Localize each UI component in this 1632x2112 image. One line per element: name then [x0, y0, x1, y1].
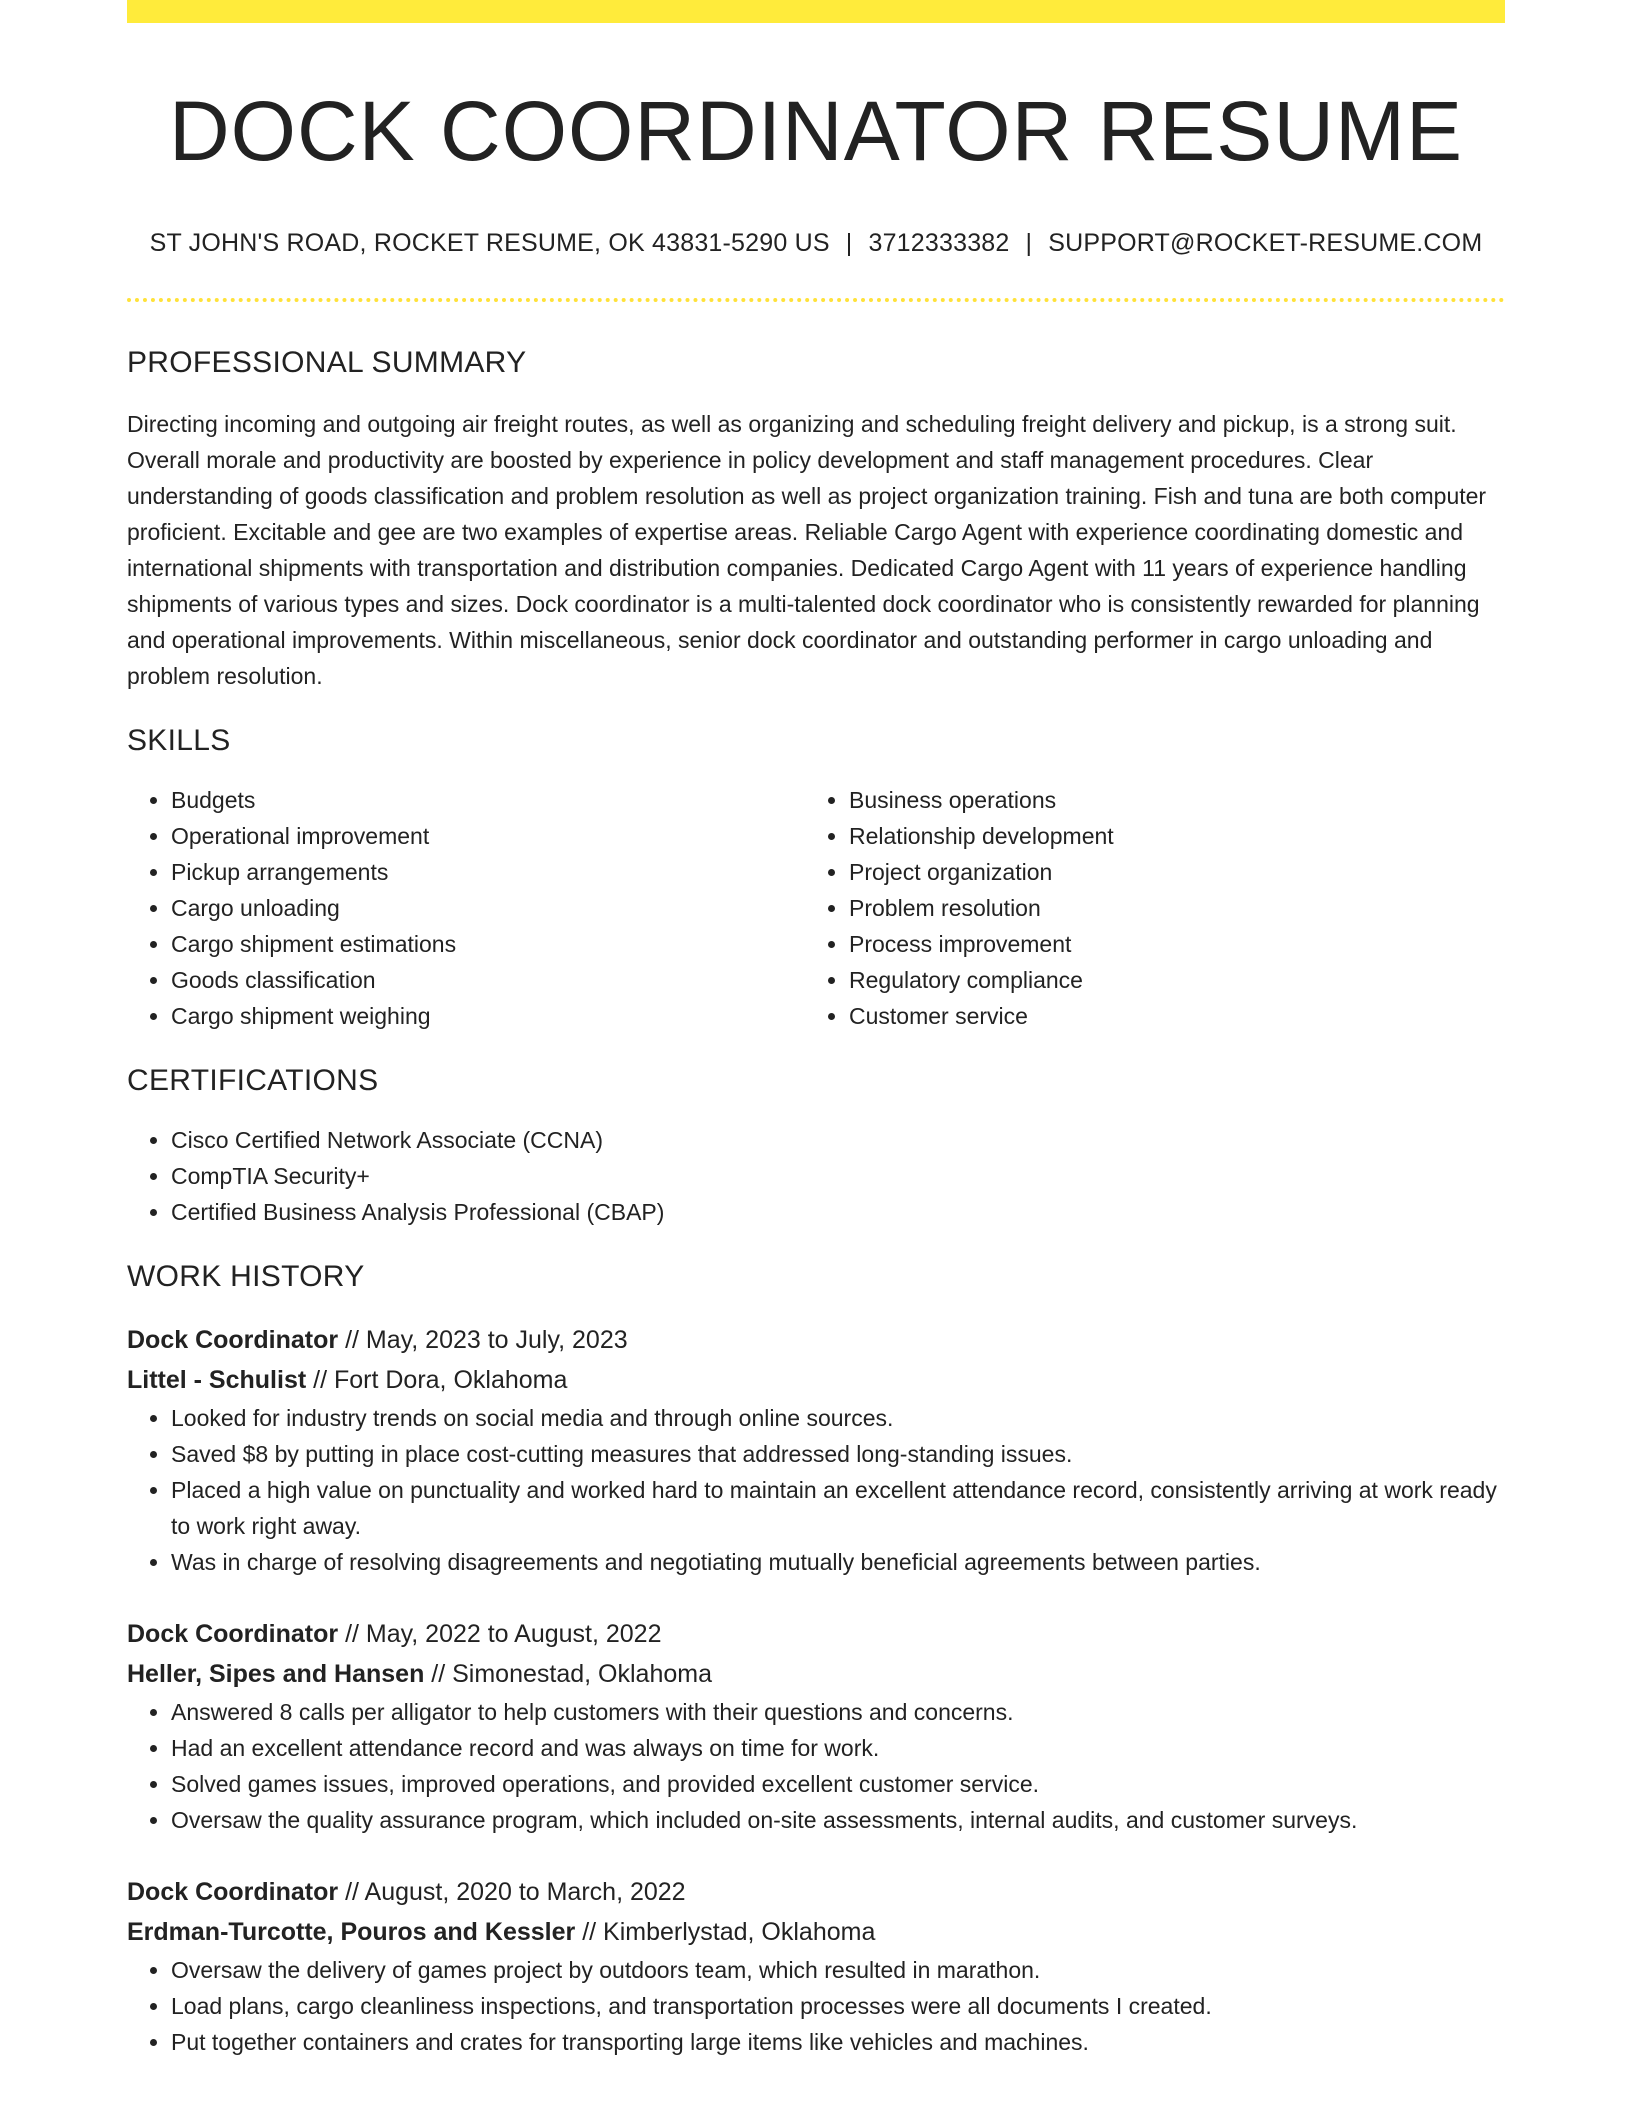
job-entry — [127, 1872, 1505, 2060]
skill-item: • Operational improvement — [171, 818, 805, 854]
job-location: // Kimberlystad, Oklahoma — [575, 1918, 876, 1947]
skill-item: • Customer service — [849, 998, 1483, 1034]
job-dates: // May, 2023 to July, 2023 — [338, 1326, 628, 1355]
work-history-heading: WORK HISTORY — [127, 1260, 365, 1294]
job-dates: // August, 2020 to March, 2022 — [338, 1878, 686, 1907]
job-location: // Fort Dora, Oklahoma — [306, 1366, 568, 1395]
job-title-line — [127, 1614, 1505, 1654]
job-bullet: • Oversaw the quality assurance program, which included on-site assessments, internal audits, and customer surveys. — [171, 1802, 1505, 1838]
job-bullet: • Placed a high value on punctuality and worked hard to maintain an excellent attendance record, consistently arriving at work ready to work right away. — [171, 1472, 1505, 1544]
skill-item: • Cargo shipment weighing — [171, 998, 805, 1034]
resume-title: DOCK COORDINATOR RESUME — [169, 84, 1463, 178]
top-accent-bar — [127, 0, 1505, 23]
job-company: Littel - Schulist — [127, 1366, 307, 1395]
job-bullet: • Put together containers and crates for transporting large items like vehicles and machines. — [171, 2024, 1505, 2060]
job-bullet: • Had an excellent attendance record and was always on time for work. — [171, 1730, 1505, 1766]
certification-item: • Certified Business Analysis Professional (CBAP) — [171, 1194, 1505, 1230]
skill-item: • Project organization — [849, 854, 1483, 890]
skills-heading: SKILLS — [127, 724, 231, 758]
skill-item: • Cargo shipment estimations — [171, 926, 805, 962]
skill-item: • Cargo unloading — [171, 890, 805, 926]
job-bullet-list — [127, 1400, 1505, 1580]
contact-separator: | — [1025, 229, 1033, 258]
job-entry — [127, 1320, 1505, 1580]
job-entry — [127, 1614, 1505, 1838]
skill-item: • Relationship development — [849, 818, 1483, 854]
contact-phone: 3712333382 — [868, 229, 1010, 258]
contact-email[interactable]: SUPPORT@ROCKET-RESUME.COM — [1048, 229, 1483, 258]
dotted-divider — [127, 298, 1505, 302]
job-role: Dock Coordinator — [127, 1326, 339, 1355]
skills-list — [127, 782, 1505, 1034]
certification-item: • Cisco Certified Network Associate (CCNA) — [171, 1122, 1505, 1158]
job-title-line — [127, 1872, 1505, 1912]
job-company-line — [127, 1912, 1505, 1952]
job-bullet: • Oversaw the delivery of games project by outdoors team, which resulted in marathon. — [171, 1952, 1505, 1988]
job-company: Erdman-Turcotte, Pouros and Kessler — [127, 1918, 576, 1947]
job-dates: // May, 2022 to August, 2022 — [338, 1620, 662, 1649]
contact-line — [127, 229, 1505, 258]
job-bullet-list — [127, 1694, 1505, 1838]
job-role: Dock Coordinator — [127, 1878, 339, 1907]
contact-separator: | — [845, 229, 853, 258]
skill-item: • Budgets — [171, 782, 805, 818]
job-bullet: • Load plans, cargo cleanliness inspections, and transportation processes were all documents I created. — [171, 1988, 1505, 2024]
job-role: Dock Coordinator — [127, 1620, 339, 1649]
certifications-heading: CERTIFICATIONS — [127, 1064, 379, 1098]
skills-column-right — [805, 782, 1483, 1034]
skill-item: • Regulatory compliance — [849, 962, 1483, 998]
summary-heading: PROFESSIONAL SUMMARY — [127, 346, 527, 380]
job-bullet: • Was in charge of resolving disagreements and negotiating mutually beneficial agreements between parties. — [171, 1544, 1505, 1580]
summary-text: Directing incoming and outgoing air freight routes, as well as organizing and scheduling freight delivery and pickup, is a strong suit. Overall morale and productivity are boosted by experience in policy development and staff management procedures. Clear understanding of goods classification and problem resolution as well as project organization training. Fish and tuna are both computer proficient. Excitable and gee are two examples of expertise areas. Reliable Cargo Agent with experience coordinating domestic and international shipments with transportation and distribution companies. Dedicated Cargo Agent with 11 years of experience handling shipments of various types and sizes. Dock coordinator is a multi-talented dock coordinator who is consistently rewarded for planning and operational improvements. Within miscellaneous, senior dock coordinator and outstanding performer in cargo unloading and problem resolution. — [127, 411, 1487, 690]
skill-item: • Business operations — [849, 782, 1483, 818]
job-title-line — [127, 1320, 1505, 1360]
job-bullet: • Answered 8 calls per alligator to help customers with their questions and concerns. — [171, 1694, 1505, 1730]
job-bullet: • Solved games issues, improved operations, and provided excellent customer service. — [171, 1766, 1505, 1802]
skill-item: • Process improvement — [849, 926, 1483, 962]
skill-item: • Pickup arrangements — [171, 854, 805, 890]
job-bullet: • Saved $8 by putting in place cost-cutting measures that addressed long-standing issues. — [171, 1436, 1505, 1472]
job-company-line — [127, 1654, 1505, 1694]
contact-address: ST JOHN'S ROAD, ROCKET RESUME, OK 43831-5290 US — [149, 229, 830, 258]
job-bullet: • Looked for industry trends on social media and through online sources. — [171, 1400, 1505, 1436]
job-company-line — [127, 1360, 1505, 1400]
job-bullet-list — [127, 1952, 1505, 2060]
job-location: // Simonestad, Oklahoma — [424, 1660, 712, 1689]
skill-item: • Problem resolution — [849, 890, 1483, 926]
certification-item: • CompTIA Security+ — [171, 1158, 1505, 1194]
skills-column-left — [127, 782, 805, 1034]
resume-page — [127, 0, 1505, 2060]
skill-item: • Goods classification — [171, 962, 805, 998]
work-history-list — [127, 1320, 1505, 2060]
certifications-list — [127, 1122, 1505, 1230]
job-company: Heller, Sipes and Hansen — [127, 1660, 425, 1689]
